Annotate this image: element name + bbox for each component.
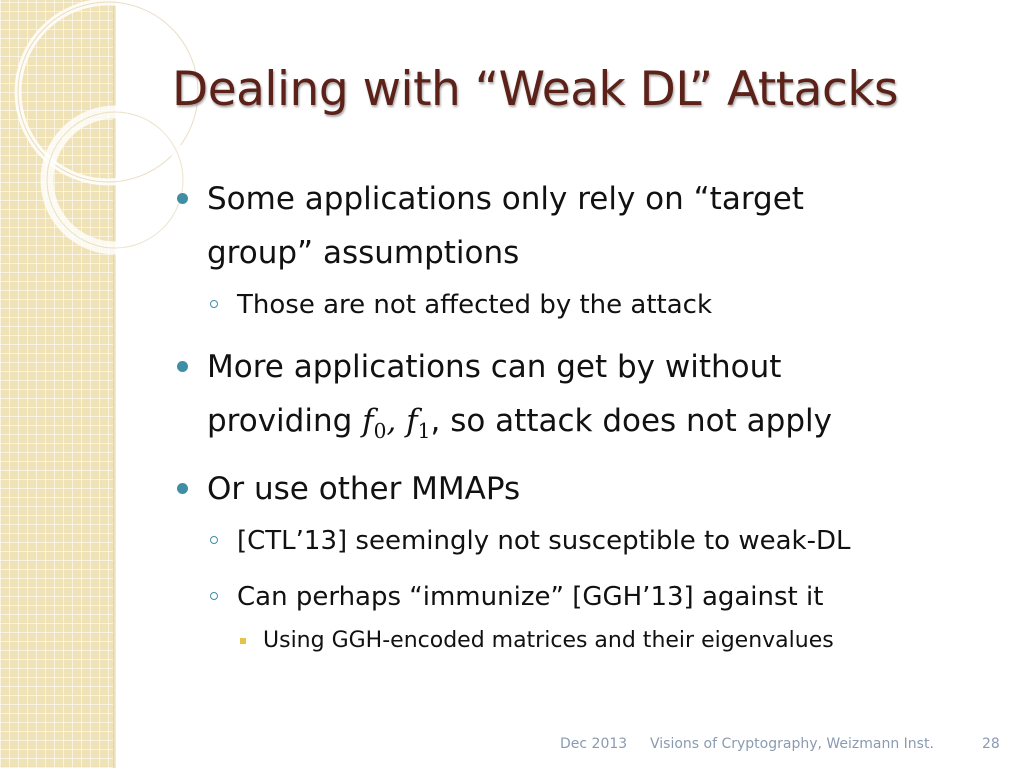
sub-sub-bullet-text: Using GGH-encoded matrices and their eigenvalues (263, 628, 834, 654)
sub-sub-bullet-item (175, 624, 1015, 658)
sub-bullet-item (175, 520, 1015, 562)
sub-bullet-item (175, 284, 1015, 326)
footer-event: Visions of Cryptography, Weizmann Inst. (650, 736, 934, 752)
sub-bullet-text: Can perhaps “immunize” [GGH’13] against it (237, 582, 824, 613)
bullet-ring-icon (210, 592, 218, 600)
bullet-text: group” assumptions (207, 235, 520, 271)
bullet-ring-icon (210, 300, 218, 308)
sub-bullet-item (175, 576, 1015, 618)
bullet-square-icon (240, 638, 246, 644)
bullet-text: , so attack does not apply (430, 403, 832, 439)
bullet-item (175, 462, 1015, 516)
math-expression (362, 403, 431, 444)
bullet-text: Some applications only rely on “target (207, 181, 804, 217)
sub-bullet-text: [CTL’13] seemingly not susceptible to weak-DL (237, 526, 851, 557)
math-subscript: 0 (373, 419, 387, 444)
bullet-text: Or use other MMAPs (207, 471, 521, 508)
decorative-rings (0, 0, 200, 260)
sub-bullet-text: Those are not affected by the attack (237, 290, 713, 320)
bullet-item (175, 172, 1015, 280)
bullet-text: More applications can get by without (207, 349, 782, 385)
bullet-ring-icon (210, 536, 218, 544)
bullet-text: providing (207, 403, 363, 439)
math-separator: , (386, 403, 407, 439)
bullet-dot-icon (177, 361, 188, 372)
math-symbol: f (406, 403, 418, 439)
slide-title: Dealing with “Weak DL” Attacks (172, 62, 899, 117)
footer-date: Dec 2013 (560, 736, 628, 752)
footer-page-number: 28 (982, 736, 1000, 752)
bullet-dot-icon (177, 483, 188, 494)
bullet-dot-icon (177, 193, 188, 204)
math-subscript: 1 (417, 419, 431, 444)
bullet-item (175, 340, 1015, 458)
math-symbol: f (362, 403, 374, 439)
bullet-list (175, 172, 1015, 662)
